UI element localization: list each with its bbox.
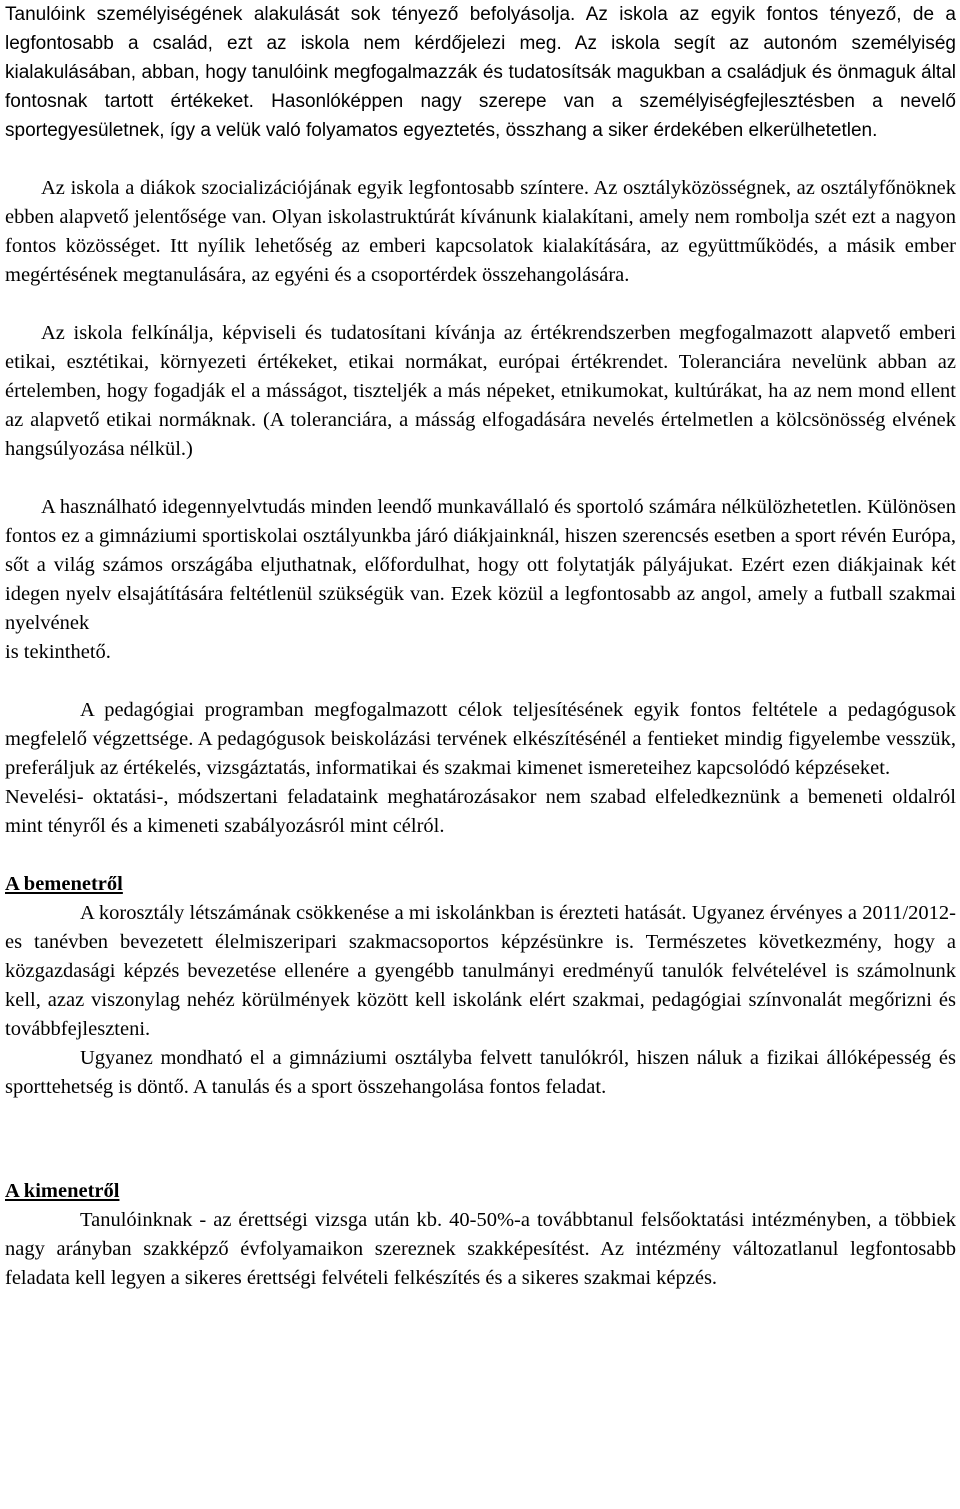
paragraph-socialization-text: Az iskola a diákok szocializációjának egyik legfontosabb színtere. Az osztályközösségnek, az osztályfőnöknek ebben alapvető jelentősége van. Olyan iskolastruktúrát kívánunk kialakítani, amely nem rombolja szét ezt a nagyon fontos közösséget. Itt nyílik lehetőség az emberi kapcsolatok kialakítására, az együttműködés, a másik ember megértésének megtanulására, az egyéni és a csoportérdek összehangolására. <box>5 177 956 286</box>
paragraph-languages-text: A használható idegennyelvtudás minden leendő munkavállaló és sportoló számára nélkülözhetetlen. Különösen fontos ez a gimnáziumi sportiskolai osztályunkba járó diákjainknál, hiszen szerencsés esetben a sport révén Európa, sőt a világ számos országába eljuthatnak, előfordulhat, hogy ott folytatják pályájukat. Ezért ezen diákjainak két idegen nyelv elsajátítására feltétlenül szükségük van. Ezek közül a legfontosabb az angol, amely a futball szakmai nyelvének <box>5 496 956 634</box>
paragraph-input-1-text: A korosztály létszámának csökkenése a mi iskolánkban is érezteti hatását. Ugyanez érvényes a 2011/2012-es tanévben bevezetett élelmiszeripari szakmacsoportos képzésünkre is. Természetes következmény, hogy a közgazdasági képzés bevezetése ellenére a gyengébb tanulmányi eredményű tanulók felvételével is számolnunk kell, azaz viszonylag nehéz körülmények között kell iskolánk elért szakmai, pedagógiai színvonalát megőrizni és továbbfejleszteni. <box>5 902 956 1040</box>
paragraph-output-text: Tanulóinknak - az érettségi vizsga után kb. 40-50%-a továbbtanul felsőoktatási intézményben, a többiek nagy arányban szakképző évfolyamaikon szereznek szakképesítést. Az intézmény változatlanul legfontosabb feladata kell legyen a sikeres érettségi felvételi felkészítés és a sikeres szakmai képzés. <box>5 1209 956 1289</box>
paragraph-languages-end <box>5 638 956 667</box>
heading-output: A kimenetről <box>5 1180 120 1202</box>
spacer <box>5 1102 956 1177</box>
spacer <box>5 464 956 493</box>
paragraph-tasks <box>5 783 956 841</box>
paragraph-values-text: Az iskola felkínálja, képviseli és tudatosítani kívánja az értékrendszerben megfogalmazott alapvető emberi etikai, esztétikai, környezeti értékeket, etikai normákat, európai értékrendet. Toleranciára nevelünk abban az értelemben, hogy fogadják el a másságot, tiszteljék a más népeket, etnikumokat, kultúrákat, ha az nem mond ellent az alapvető etikai normáknak. (A toleranciára, a másság elfogadására nevelés értelmetlen a kölcsönösség elvének hangsúlyozása nélkül.) <box>5 322 956 460</box>
paragraph-input-2 <box>5 1044 956 1102</box>
paragraph-input-2-text: Ugyanez mondható el a gimnáziumi osztályba felvett tanulókról, hiszen náluk a fizikai állóképesség és sporttehetség is döntő. A tanulás és a sport összehangolása fontos feladat. <box>5 1047 956 1098</box>
spacer <box>5 667 956 696</box>
heading-input: A bemenetről <box>5 873 123 895</box>
paragraph-input-1 <box>5 899 956 1044</box>
spacer <box>5 290 956 319</box>
paragraph-languages <box>5 493 956 638</box>
paragraph-output <box>5 1206 956 1293</box>
spacer <box>5 145 956 174</box>
paragraph-values <box>5 319 956 464</box>
paragraph-personality <box>5 0 956 145</box>
spacer <box>5 841 956 870</box>
paragraph-teachers-text: A pedagógiai programban megfogalmazott célok teljesítésének egyik fontos feltétele a pedagógusok megfelelő végzettsége. A pedagógusok beiskolázási tervének elkészítésénél a fentieket mindig figyelembe vesszük, preferáljuk az értékelés, vizsgáztatás, informatikai és szakmai kimenet ismereteihez kapcsolódó képzéseket. <box>5 699 956 779</box>
paragraph-tasks-text: Nevelési- oktatási-, módszertani feladataink meghatározásakor nem szabad elfeledkeznünk a bemeneti oldalról mint tényről és a kimeneti szabályozásról mint célról. <box>5 786 956 837</box>
paragraph-languages-end-text: is tekinthető. <box>5 641 111 663</box>
paragraph-personality-text: Tanulóink személyiségének alakulását sok tényező befolyásolja. Az iskola az egyik fontos tényező, de a legfontosabb a család, ezt az iskola nem kérdőjelezi meg. Az iskola segít az autonóm személyiség kialakulásában, abban, hogy tanulóink megfogalmazzák és tudatosítsák magukban a családjuk és önmaguk által fontosnak tartott értékeket. Hasonlóképpen nagy szerepe van a személyiségfejlesztésben a nevelő sportegyesületnek, így a velük való folyamatos egyeztetés, összhang a siker érdekében elkerülhetetlen. <box>5 4 956 141</box>
paragraph-teachers <box>5 696 956 783</box>
paragraph-socialization <box>5 174 956 290</box>
